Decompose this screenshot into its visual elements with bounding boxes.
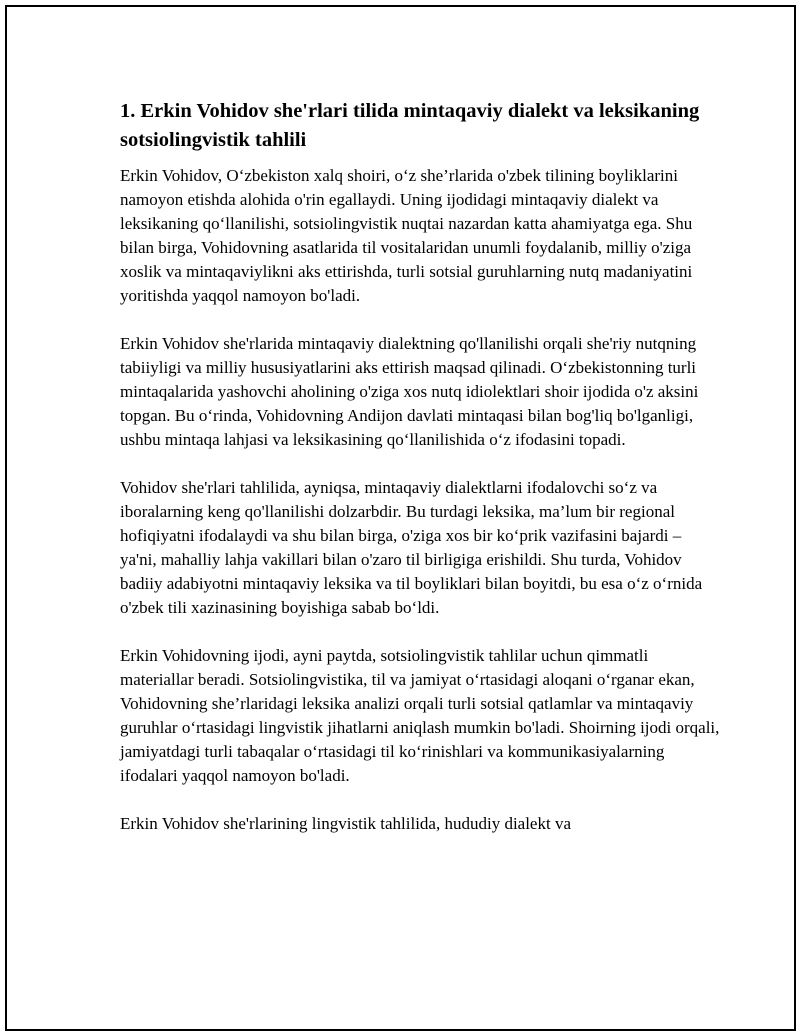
page-frame (5, 5, 796, 1031)
document-body (120, 97, 720, 836)
paragraph-2: Erkin Vohidov she'rlarida mintaqaviy dialektning qo'llanilishi orqali she'riy nutqning tabiiyligi va milliy hususiyatlarini aks ettirish maqsad qilinadi. O‘zbekistonning turli mintaqalarida yashovchi aholining o'ziga xos nutq idiolektlari shoir ijodida o'z aksini topgan. Bu o‘rinda, Vohidovning Andijon davlati mintaqasi bilan bog'liq bo'lganligi, ushbu mintaqa lahjasi va leksikasining qo‘llanilishida o‘z ifodasini topadi. (120, 334, 699, 449)
paragraph-1: Erkin Vohidov, O‘zbekiston xalq shoiri, o‘z she’rlarida o'zbek tilining boyliklarini namoyon etishda alohida o'rin egallaydi. Uning ijodidagi mintaqaviy dialekt va leksikaning qo‘llanilishi, sotsiolingvistik nuqtai nazardan katta ahamiyatga ega. Shu bilan birga, Vohidovning asatlarida til vositalaridan unumli foydalanib, milliy o'ziga xoslik va mintaqaviylikni aks ettirishda, turli sotsial guruhlarning nutq madaniyatini yoritishda yaqqol namoyon bo'ladi. (120, 166, 693, 305)
paragraph-4: Erkin Vohidovning ijodi, ayni paytda, sotsiolingvistik tahlilar uchun qimmatli materiallar beradi. Sotsiolingvistika, til va jamiyat o‘rtasidagi aloqani o‘rganar ekan, Vohidovning she’rlaridagi leksika analizi orqali turli sotsial qatlamlar va mintaqaviy guruhlar o‘rtasidagi lingvistik jihatlarni aniqlash mumkin bo'ladi. Shoirning ijodi orqali, jamiyatdagi turli tabaqalar o‘rtasidagi til ko‘rinishlari va kommunikasiyalarning ifodalari yaqqol namoyon bo'ladi. (120, 646, 720, 785)
paragraph-3: Vohidov she'rlari tahlilida, ayniqsa, mintaqaviy dialektlarni ifodalovchi so‘z va iboralarning keng qo'llanilishi dolzarbdir. Bu turdagi leksika, ma’lum bir regional hofiqiyatni ifodalaydi va shu bilan birga, o'ziga xos bir ko‘prik vazifasini bajardi – ya'ni, mahalliy lahja vakillari bilan o'zaro til birligiga erishildi. Shu turda, Vohidov badiiy adabiyotni mintaqaviy leksika va til boyliklari bilan boyitdi, bu esa o‘z o‘rnida o'zbek tili xazinasining boyishiga sabab bo‘ldi. (120, 478, 703, 617)
section-heading: 1. Erkin Vohidov she'rlari tilida mintaqaviy dialekt va leksikaning sotsiolingvistik tahlili (120, 100, 700, 151)
paragraph-5: Erkin Vohidov she'rlarining lingvistik tahlilida, hududiy dialekt va (120, 814, 571, 833)
